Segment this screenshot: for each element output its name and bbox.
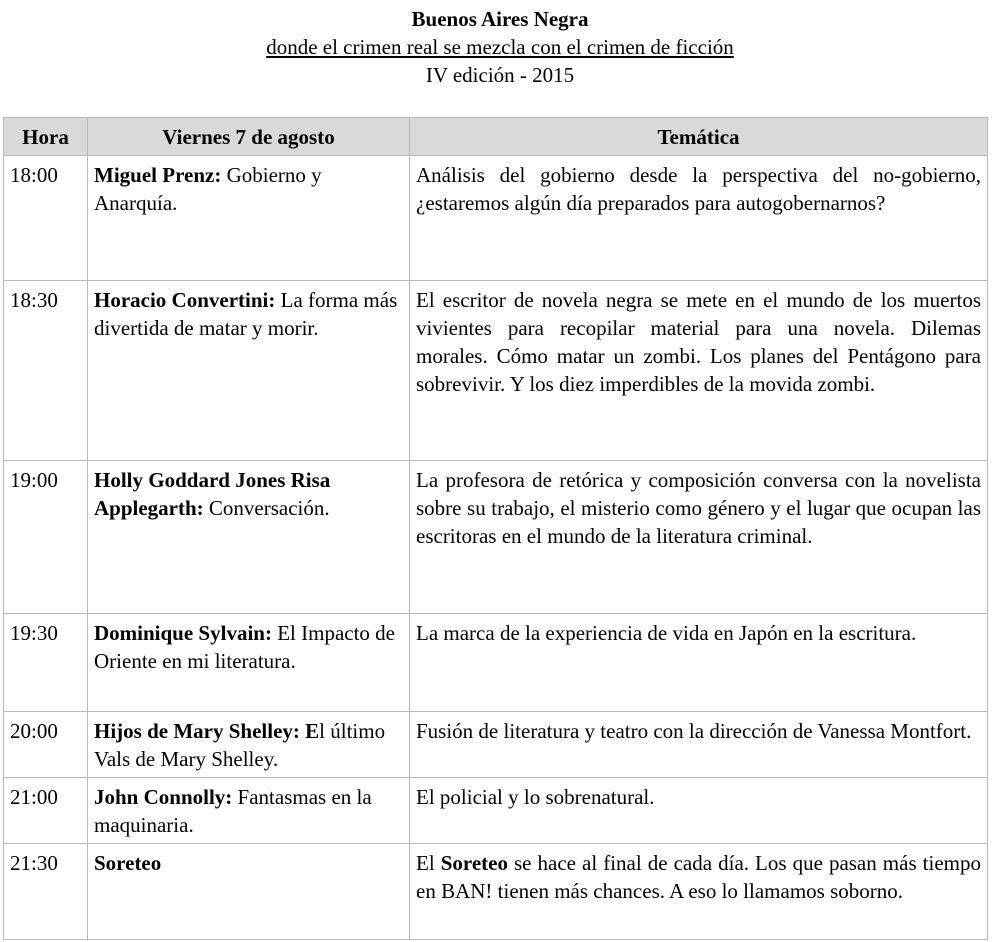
hora-cell: 18:00 xyxy=(4,156,88,281)
tematica-cell: Análisis del gobierno desde la perspectiva del no-gobierno, ¿estaremos algún día preparados para autogobernarnos? xyxy=(410,156,988,281)
document-edition: IV edición - 2015 xyxy=(425,63,575,87)
tematica-cell: Fusión de literatura y teatro con la dirección de Vanessa Montfort. xyxy=(410,712,988,778)
speaker-name: Soreteo xyxy=(94,851,162,875)
hora-cell: 18:30 xyxy=(4,281,88,461)
table-row xyxy=(4,844,988,940)
hora-cell: 21:00 xyxy=(4,778,88,844)
table-row xyxy=(4,461,988,614)
session-cell xyxy=(88,712,410,778)
tematica-cell: La marca de la experiencia de vida en Japón en la escritura. xyxy=(410,614,988,712)
hora-cell: 20:00 xyxy=(4,712,88,778)
talk-title: Conversación. xyxy=(203,496,330,520)
tematica-text-post: se hace al final de cada día. Los que pasan más tiempo en BAN! tienen más chances. A eso lo llamamos soborno. xyxy=(416,851,981,903)
hora-cell: 19:00 xyxy=(4,461,88,614)
document-subtitle: donde el crimen real se mezcla con el crimen de ficción xyxy=(266,35,734,59)
tematica-cell: La profesora de retórica y composición conversa con la novelista sobre su trabajo, el misterio como género y el lugar que ocupan las escritoras en el mundo de la literatura criminal. xyxy=(410,461,988,614)
document-title: Buenos Aires Negra xyxy=(411,7,589,31)
session-cell xyxy=(88,844,410,940)
tematica-cell xyxy=(410,844,988,940)
table-header-row xyxy=(4,118,988,156)
speaker-name: Hijos de Mary Shelley: E xyxy=(94,719,320,743)
column-header-hora: Hora xyxy=(4,118,88,156)
tematica-cell: El policial y lo sobrenatural. xyxy=(410,778,988,844)
tematica-text-bold: Soreteo xyxy=(440,851,508,875)
hora-cell: 19:30 xyxy=(4,614,88,712)
speaker-name: Holly Goddard Jones Risa Applegarth: xyxy=(94,468,331,520)
session-cell xyxy=(88,461,410,614)
talk-title: Fantasmas en la maquinaria. xyxy=(94,785,372,837)
document-header xyxy=(0,5,1000,89)
table-row xyxy=(4,712,988,778)
tematica-text-pre: El xyxy=(416,851,441,875)
session-cell xyxy=(88,281,410,461)
column-header-tematica: Temática xyxy=(410,118,988,156)
speaker-name: Horacio Convertini: xyxy=(94,288,276,312)
talk-title: La forma más divertida de matar y morir. xyxy=(94,288,398,340)
talk-title: El Impacto de Oriente en mi literatura. xyxy=(94,621,396,673)
session-cell xyxy=(88,614,410,712)
speaker-name: John Connolly: xyxy=(94,785,233,809)
tematica-cell: El escritor de novela negra se mete en el mundo de los muertos vivientes para recopilar material para una novela. Dilemas morales. Cómo matar un zombi. Los planes del Pentágono para sobrevivir. Y los diez imperdibles de la movida zombi. xyxy=(410,281,988,461)
column-header-day: Viernes 7 de agosto xyxy=(88,118,410,156)
table-row xyxy=(4,281,988,461)
table-row xyxy=(4,156,988,281)
talk-title: l último Vals de Mary Shelley. xyxy=(94,719,386,771)
table-row xyxy=(4,778,988,844)
session-cell xyxy=(88,156,410,281)
speaker-name: Miguel Prenz: xyxy=(94,163,222,187)
speaker-name: Dominique Sylvain: xyxy=(94,621,272,645)
talk-title: Gobierno y Anarquía. xyxy=(94,163,322,215)
hora-cell: 21:30 xyxy=(4,844,88,940)
schedule-table xyxy=(3,117,988,940)
table-row xyxy=(4,614,988,712)
session-cell xyxy=(88,778,410,844)
